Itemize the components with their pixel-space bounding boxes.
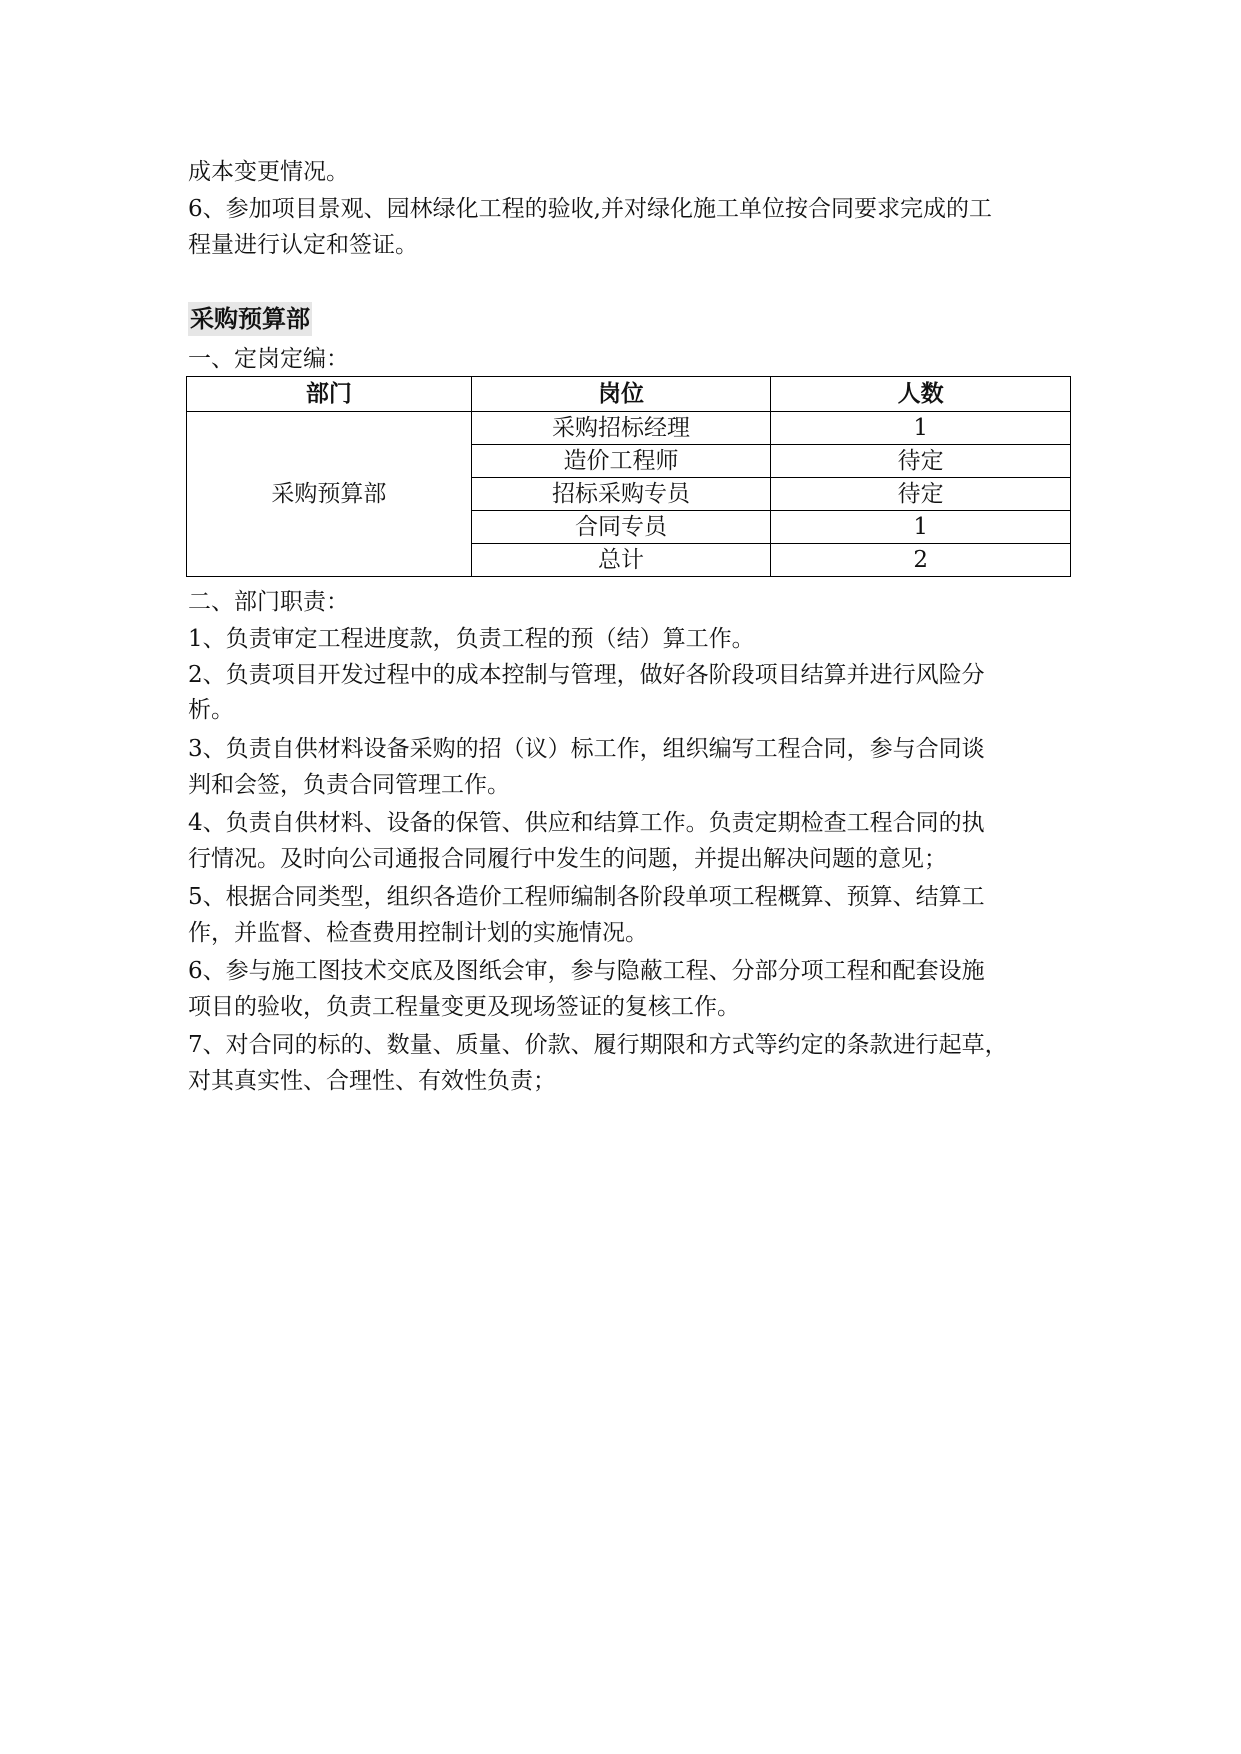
count-cell: 待定	[771, 445, 1071, 478]
position-cell: 总计	[471, 544, 771, 577]
duty-line: 作，并监督、检查费用控制计划的实施情况。	[188, 920, 648, 946]
position-cell: 合同专员	[471, 511, 771, 544]
intro-line-1: 成本变更情况。	[188, 159, 349, 185]
intro-line-3: 程量进行认定和签证。	[188, 232, 418, 258]
section-heading: 采购预算部	[188, 302, 312, 336]
count-cell: 1	[771, 511, 1071, 544]
header-count: 人数	[771, 377, 1071, 412]
duty-line: 项目的验收，负责工程量变更及现场签证的复核工作。	[188, 994, 740, 1020]
duty-line: 1、负责审定工程进度款，负责工程的预（结）算工作。	[188, 626, 755, 652]
duty-line: 2、负责项目开发过程中的成本控制与管理，做好各阶段项目结算并进行风险分	[188, 662, 985, 688]
duty-line: 析。	[188, 697, 234, 723]
intro-line-2: 6、参加项目景观、园林绿化工程的验收,并对绿化施工单位按合同要求完成的工	[188, 196, 992, 222]
duty-line: 行情况。及时向公司通报合同履行中发生的问题，并提出解决问题的意见；	[188, 846, 947, 872]
count-cell: 1	[771, 412, 1071, 445]
staffing-table	[186, 376, 1071, 577]
duty-line: 3、负责自供材料设备采购的招（议）标工作，组织编写工程合同，参与合同谈	[188, 736, 985, 762]
duty-line: 5、根据合同类型，组织各造价工程师编制各阶段单项工程概算、预算、结算工	[188, 884, 985, 910]
table-header-row	[187, 377, 1071, 412]
duty-line: 6、参与施工图技术交底及图纸会审，参与隐蔽工程、分部分项工程和配套设施	[188, 958, 985, 984]
department-cell: 采购预算部	[187, 412, 472, 577]
table-row	[187, 412, 1071, 445]
header-position: 岗位	[471, 377, 771, 412]
position-cell: 造价工程师	[471, 445, 771, 478]
position-cell: 采购招标经理	[471, 412, 771, 445]
count-cell: 2	[771, 544, 1071, 577]
duty-line: 判和会签，负责合同管理工作。	[188, 772, 510, 798]
header-department: 部门	[187, 377, 472, 412]
duty-line: 4、负责自供材料、设备的保管、供应和结算工作。负责定期检查工程合同的执	[188, 810, 985, 836]
duty-line: 对其真实性、合理性、有效性负责；	[188, 1068, 556, 1094]
position-cell: 招标采购专员	[471, 478, 771, 511]
subsection-staffing: 一、定岗定编：	[188, 346, 349, 372]
duty-line: 7、对合同的标的、数量、质量、价款、履行期限和方式等约定的条款进行起草，	[188, 1032, 1008, 1058]
count-cell: 待定	[771, 478, 1071, 511]
subsection-duties: 二、部门职责：	[188, 589, 349, 615]
